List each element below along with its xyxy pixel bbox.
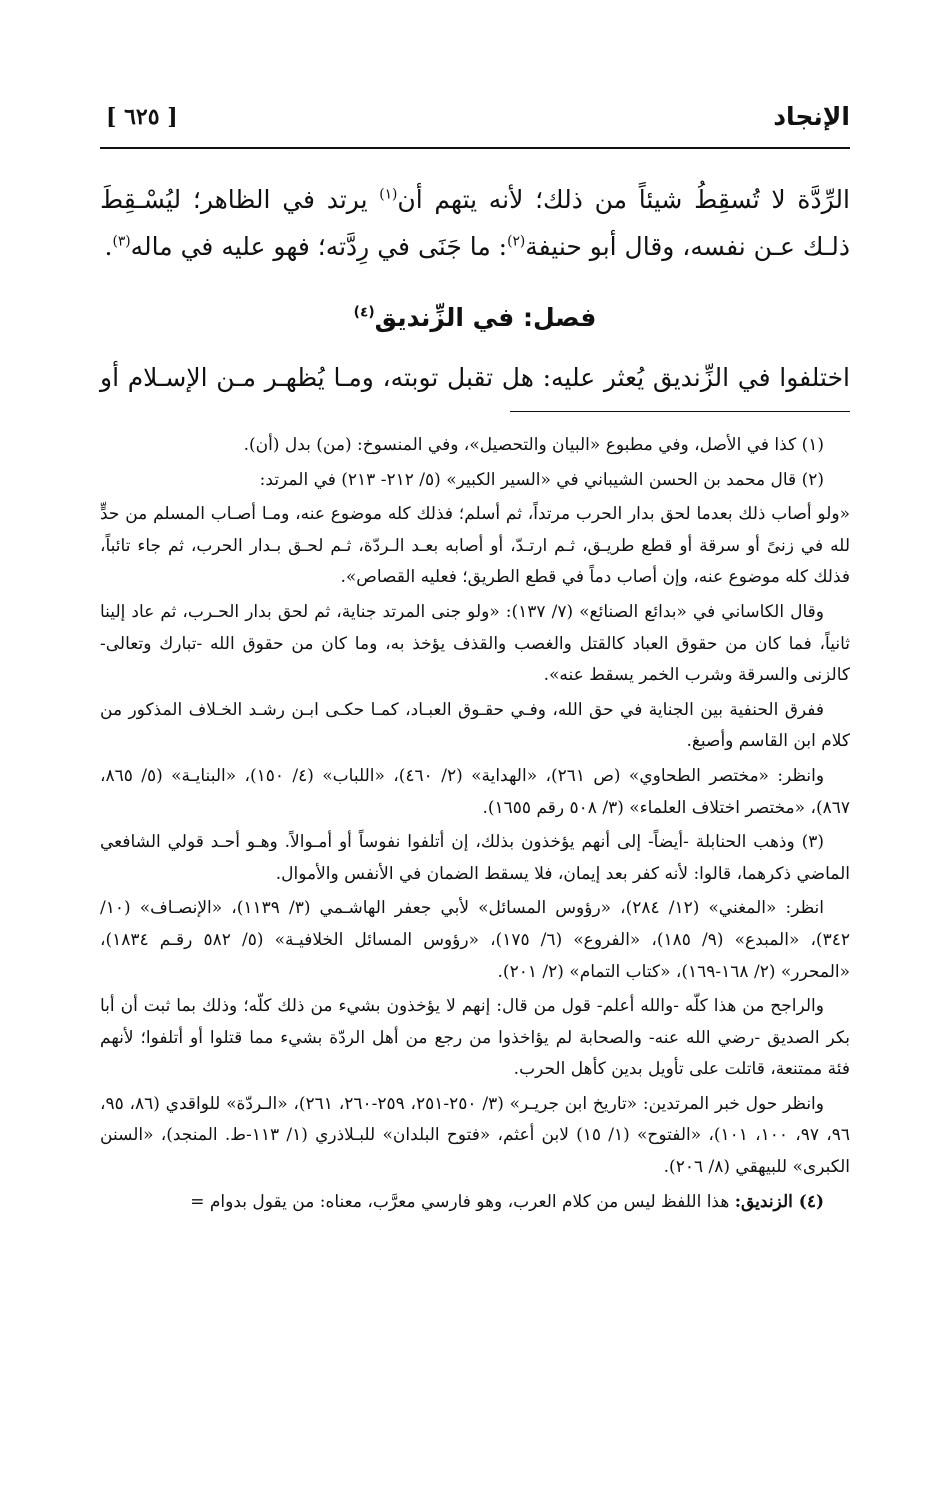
footnote-4 [100, 1187, 850, 1219]
footnote-ref-2[interactable]: (٢) [507, 233, 526, 250]
footnote-ref-4[interactable]: (٤) [353, 304, 375, 321]
paragraph-riddah [100, 176, 850, 270]
footnote-3: (٣) وذهب الحنابلة -أيضاً- إلى أنهم يؤخذون بذلك، إن أتلفوا نفوساً أو أمـوالاً. وهـو أحـد قولي الشافعي الماضي ذكرهما، قالوا: لأنه كفر بعد إيمان، فلا يسقط الضمان في الأنفس والأموال. [100, 832, 850, 884]
paragraph-zindiq: اختلفوا في الزِّنديق يُعثر عليه: هل تقبل توبته، ومـا يُظهـر مـن الإسـلام أو [100, 363, 850, 392]
header-rule [100, 147, 850, 149]
section-heading [100, 298, 850, 338]
text-run: : ما جَنَى في رِدَّته؛ فهو عليه في ماله [130, 232, 508, 261]
footnote-separator [510, 411, 850, 412]
footnote-ref-3[interactable]: (٣) [112, 233, 131, 250]
footnote-2-intro: (٢) قال محمد بن الحسن الشيباني في «السير الكبير» (٥/ ٢١٢- ٢١٣) في المرتد: [259, 469, 824, 490]
page-number: [ ٦٢٥ ] [106, 104, 178, 130]
page-header [100, 100, 850, 142]
footnote-2-quote: «ولو أصاب ذلك بعدما لحق بدار الحرب مرتداً، ثم أسلم؛ فذلك كله موضوع عنه، ومـا أصـاب المسلم من حدٍّ لله في زنىً أو سرقة أو قطع طريـق، ثـم ارتـدّ، أو أصابه بعـد الـردّة، ثـم لحـق بـدار الحرب، ثم جاء تائباً، فذلك كله موضوع عنه، وإن أصاب دماً في قطع الطريق؛ فعليه القصاص». [100, 504, 850, 588]
main-text [100, 176, 850, 270]
footnote-1: (١) كذا في الأصل، وفي مطبوع «البيان والتحصيل»، وفي المنسوخ: (من) بدل (أن). [243, 435, 824, 455]
footnote-3-refs: انظر: «المغني» (١٢/ ٢٨٤)، «رؤوس المسائل» لأبي جعفر الهاشـمي (٣/ ١١٣٩)، «الإنصـاف» (١٠/ ٣٤٢)، «المبدع» (٩/ ١٨٥)، «الفروع» (٦/ ١٧٥)، «رؤوس المسائل الخلافيـة» (٥/ ٥٨٢ رقـم ١٨٣٤)، «المحرر» (٢/ ١٦٨-١٦٩)، «كتاب التمام» (٢/ ٢٠١). [100, 898, 850, 982]
footnote-2-hanafi: ففرق الحنفية بين الجناية في حق الله، وفـي حقـوق العبـاد، كمـا حكـى ابـن رشـد الخـلاف المذكور من كلام ابن القاسم وأصبغ. [100, 699, 850, 752]
text-run: . [104, 232, 113, 261]
footnote-4-label: (٤) الزنديق: [734, 1191, 824, 1212]
footnote-2-refs: وانظر: «مختصر الطحاوي» (ص ٢٦١)، «الهداية» (٢/ ٤٦٠)، «اللباب» (٤/ ١٥٠)، «البنايـة» (٥/ ٨٦٥، ٨٦٧)، «مختصر اختلاف العلماء» (٣/ ٥٠٨ رقم ١٦٥٥). [100, 765, 850, 818]
main-text-continued [100, 356, 850, 400]
footnotes [100, 430, 850, 1221]
footnote-ref-1[interactable]: (١) [379, 186, 398, 203]
section-heading-text: فصل: في الزِّنديق [374, 303, 597, 332]
footnote-2-kasani: وقال الكاساني في «بدائع الصنائع» (٧/ ١٣٧): «ولو جنى المرتد جناية، ثم لحق بدار الحـرب، ثم عاد إلينا ثانياً، فما كان من حقوق العباد كالقتل والغصب والقذف يؤخذ به، وما كان من حقوق الله -تبارك وتعالى- كالزنى والسرقة وشرب الخمر يسقط عنه». [100, 601, 850, 686]
footnote-4-text: هذا اللفظ ليس من كلام العرب، وهو فارسي معرَّب، معناه: من يقول بدوام = [190, 1191, 735, 1212]
footnote-3-rajih: والراجح من هذا كلّه -والله أعلم- قول من قال: إنهم لا يؤخذون بشيء من ذلك كلّه؛ وذلك بما ثبت أن أبا بكر الصديق -رضي الله عنه- والصحابة لم يؤاخذوا من رجع من أهل الردّة بشيء مما قتلوا أو أتلفوا؛ لأنهم فئة ممتنعة، قاتلت على تأويل بدين كأهل الحرب. [100, 996, 850, 1080]
text-run: الرِّدَّة لا تُسقِطُ شيئاً من ذلك؛ لأنه يتهم أن [397, 185, 850, 214]
running-title: الإنجاد [773, 102, 850, 131]
text-run: يرتد في الظاهر؛ ليُسْـقِطَ ذلـك عـن نفسه، وقال أبو حنيفة [100, 185, 850, 261]
footnote-3-riddah-refs: وانظر حول خبر المرتدين: «تاريخ ابن جريـر» (٣/ ٢٥٠-٢٥١، ٢٥٩-٢٦٠، ٢٦١)، «الـردّة» للواقدي (٨٦، ٩٥، ٩٦، ٩٧، ١٠٠، ١٠١)، «الفتوح» (١/ ١٥) لابن أعثم، «فتوح البلدان» للبـلاذري (١/ ١١٣-ط. المنجد)، «السنن الكبرى» للبيهقي (٨/ ٢٠٦). [100, 1093, 851, 1178]
